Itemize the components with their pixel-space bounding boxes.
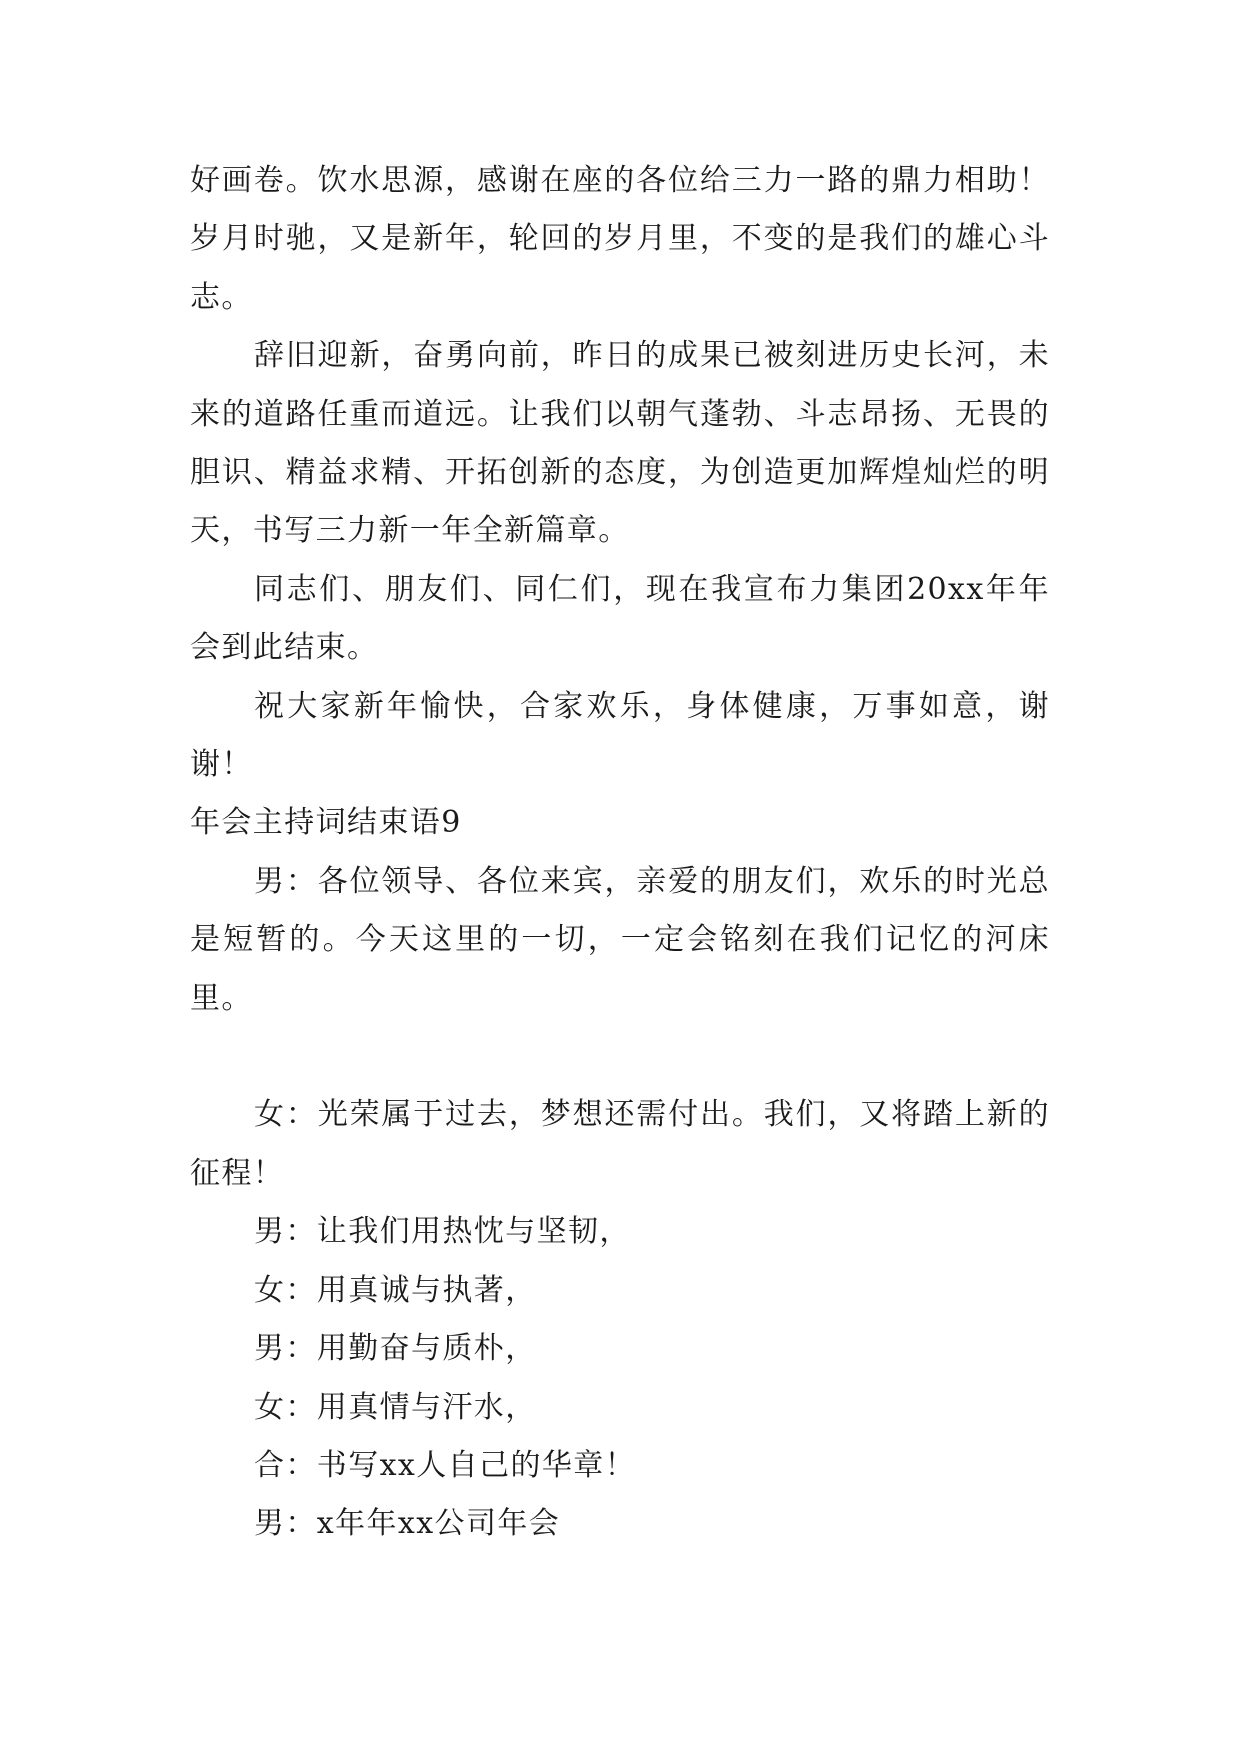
dialogue-line: 合：书写xx人自己的华章！ <box>254 1447 637 1483</box>
paragraph: 辞旧迎新，奋勇向前，昨日的成果已被刻进历史长河，未来的道路任重而道远。让我们以朝气蓬勃、斗志昂扬、无畏的胆识、精益求精、开拓创新的态度，为创造更加辉煌灿烂的明天，书写三力新一年全新篇章。 <box>190 338 1050 549</box>
dialogue-line: 女：用真诚与执著， <box>254 1272 537 1308</box>
blank-line <box>190 1028 1050 1086</box>
dialogue-line: 男：各位领导、各位来宾，亲爱的朋友们，欢乐的时光总是短暂的。今天这里的一切，一定会铭刻在我们记忆的河床里。 <box>190 863 1050 1016</box>
dialogue-line: 男：x年年xx公司年会 <box>254 1506 561 1542</box>
dialogue-line: 女：用真情与汗水， <box>254 1389 537 1425</box>
paragraph: 祝大家新年愉快，合家欢乐，身体健康，万事如意，谢谢！ <box>190 688 1050 783</box>
dialogue-line: 女：光荣属于过去，梦想还需付出。我们，又将踏上新的征程！ <box>190 1097 1050 1191</box>
paragraph: 同志们、朋友们、同仁们，现在我宣布力集团20xx年年会到此结束。 <box>190 571 1050 666</box>
dialogue-line: 男：让我们用热忱与坚韧， <box>254 1214 631 1250</box>
dialogue-line: 男：用勤奋与质朴， <box>254 1331 537 1367</box>
section-title: 年会主持词结束语9 <box>190 805 462 841</box>
document-body <box>190 152 1050 1554</box>
paragraph: 好画卷。饮水思源，感谢在座的各位给三力一路的鼎力相助！岁月时驰，又是新年，轮回的岁月里，不变的是我们的雄心斗志。 <box>190 163 1050 315</box>
